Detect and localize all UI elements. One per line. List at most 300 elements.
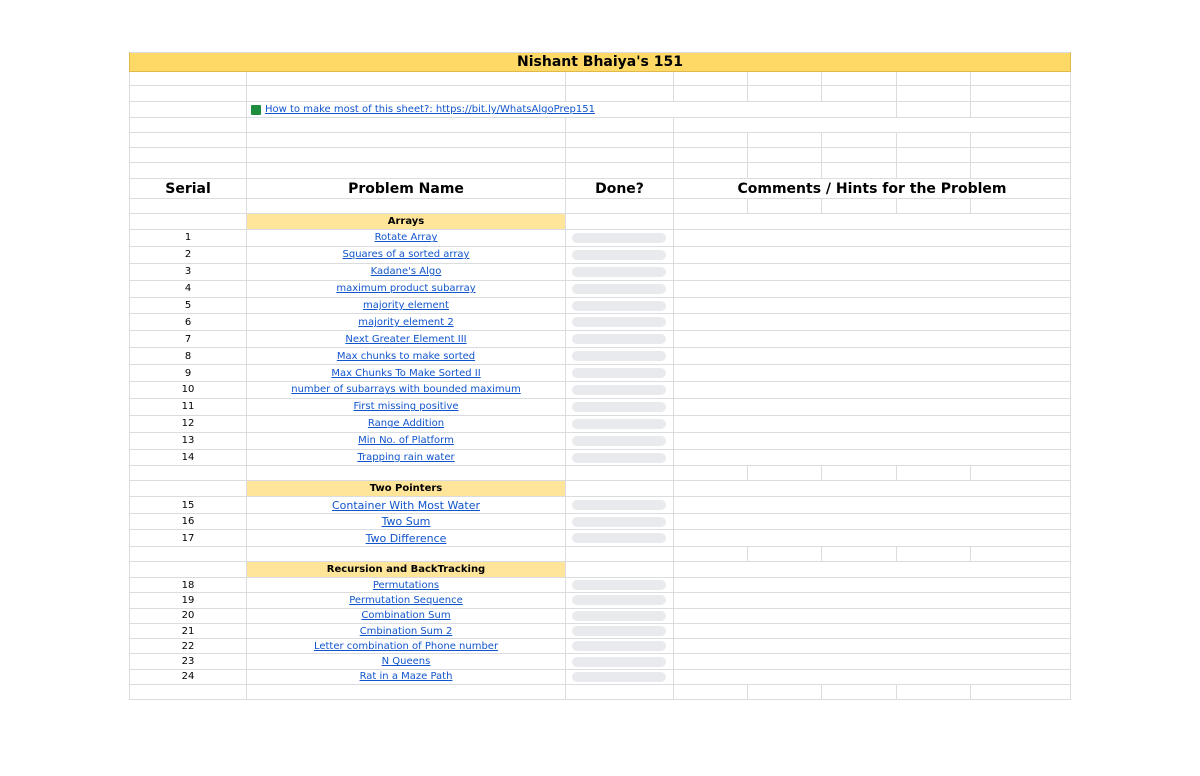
cell[interactable] xyxy=(246,562,565,577)
cell[interactable] xyxy=(129,654,246,668)
cell[interactable] xyxy=(129,281,246,297)
sheet-row xyxy=(129,247,1071,264)
problem-link[interactable]: number of subarrays with bounded maximum xyxy=(291,384,521,396)
sheet-row xyxy=(129,365,1071,382)
cell[interactable] xyxy=(896,72,970,85)
comments-cell[interactable] xyxy=(673,365,1071,381)
sheet-title: Nishant Bhaiya's 151 xyxy=(517,54,683,70)
cell[interactable] xyxy=(129,298,246,314)
cell[interactable] xyxy=(565,247,673,263)
cell[interactable] xyxy=(246,86,565,101)
cell[interactable] xyxy=(246,450,565,466)
info-link[interactable]: How to make most of this sheet?: https://bit.ly/WhatsAlgoPrep151 xyxy=(265,104,595,115)
cell[interactable] xyxy=(246,497,565,513)
cell[interactable] xyxy=(821,163,896,178)
cell[interactable] xyxy=(129,214,246,229)
sheet-row xyxy=(129,578,1071,593)
cell[interactable] xyxy=(821,685,896,699)
comments-cell[interactable] xyxy=(673,578,1071,592)
comments-cell[interactable] xyxy=(673,331,1071,347)
cell[interactable] xyxy=(970,163,1071,178)
cell[interactable] xyxy=(565,670,673,684)
cell[interactable] xyxy=(747,547,821,561)
sheet-row xyxy=(129,72,1071,86)
cell[interactable] xyxy=(673,163,747,178)
cell[interactable] xyxy=(970,547,1071,561)
comments-cell[interactable] xyxy=(673,298,1071,314)
cell[interactable] xyxy=(129,264,246,280)
header-done: Done? xyxy=(595,180,644,197)
cell[interactable] xyxy=(129,450,246,466)
cell[interactable] xyxy=(565,298,673,314)
comments-cell[interactable] xyxy=(673,497,1071,513)
cell[interactable] xyxy=(129,562,246,577)
cell[interactable] xyxy=(565,264,673,280)
done-status-dropdown[interactable] xyxy=(572,611,666,621)
cell[interactable] xyxy=(821,148,896,162)
comments-cell[interactable] xyxy=(673,450,1071,466)
cell[interactable] xyxy=(970,199,1071,213)
problem-serial: 8 xyxy=(184,350,192,362)
cell[interactable] xyxy=(747,133,821,147)
cell[interactable] xyxy=(970,148,1071,162)
cell[interactable] xyxy=(565,450,673,466)
cell[interactable] xyxy=(673,214,1071,229)
cell[interactable] xyxy=(246,298,565,314)
cell[interactable] xyxy=(246,199,565,213)
problem-link[interactable]: Range Addition xyxy=(367,418,445,430)
cell[interactable] xyxy=(970,86,1071,101)
comments-cell[interactable] xyxy=(673,230,1071,246)
problem-link[interactable]: Squares of a sorted array xyxy=(342,249,470,261)
comments-cell[interactable] xyxy=(673,382,1071,398)
problem-serial: 13 xyxy=(181,435,195,447)
done-status-dropdown[interactable] xyxy=(572,284,666,294)
problem-serial: 14 xyxy=(181,452,195,464)
cell[interactable] xyxy=(565,562,673,577)
cell[interactable] xyxy=(129,547,246,561)
problem-serial: 22 xyxy=(181,640,195,652)
problem-link[interactable]: maximum product subarray xyxy=(336,283,476,295)
cell[interactable] xyxy=(129,314,246,330)
cell[interactable] xyxy=(246,639,565,653)
done-status-dropdown[interactable] xyxy=(572,453,666,463)
spreadsheet xyxy=(129,52,1071,700)
cell[interactable] xyxy=(821,86,896,101)
done-status-dropdown[interactable] xyxy=(572,385,666,395)
done-status-dropdown[interactable] xyxy=(572,233,666,243)
cell[interactable] xyxy=(565,163,673,178)
cell[interactable] xyxy=(747,199,821,213)
cell[interactable] xyxy=(970,685,1071,699)
cell[interactable] xyxy=(821,466,896,480)
cell[interactable] xyxy=(129,72,246,85)
cell[interactable] xyxy=(246,281,565,297)
problem-link[interactable]: First missing positive xyxy=(353,401,459,413)
problem-link[interactable]: Rat in a Maze Path xyxy=(359,671,453,683)
comments-cell[interactable] xyxy=(673,624,1071,638)
done-status-dropdown[interactable] xyxy=(572,317,666,327)
sheet-row xyxy=(129,685,1071,700)
cell[interactable] xyxy=(821,199,896,213)
cell[interactable] xyxy=(246,593,565,607)
sheet-row xyxy=(129,514,1071,531)
sheet-row xyxy=(129,179,1071,199)
sheet-row xyxy=(129,102,1071,118)
sheet-row xyxy=(129,497,1071,514)
cell[interactable] xyxy=(970,133,1071,147)
cell[interactable] xyxy=(747,685,821,699)
sheet-row xyxy=(129,314,1071,331)
cell[interactable] xyxy=(246,102,896,117)
cell[interactable] xyxy=(246,314,565,330)
cell[interactable] xyxy=(565,399,673,415)
cell[interactable] xyxy=(129,481,246,496)
cell[interactable] xyxy=(565,481,673,496)
problem-link[interactable]: Permutation Sequence xyxy=(349,594,463,606)
cell[interactable] xyxy=(246,416,565,432)
problem-serial: 15 xyxy=(181,499,195,511)
cell[interactable] xyxy=(565,639,673,653)
cell[interactable] xyxy=(246,214,565,229)
cell[interactable] xyxy=(246,433,565,449)
header-serial: Serial xyxy=(165,180,211,197)
problem-link[interactable]: Max chunks to make sorted xyxy=(336,350,476,362)
cell[interactable] xyxy=(565,230,673,246)
problem-link[interactable]: Trapping rain water xyxy=(357,452,455,464)
problem-link[interactable]: Cmbination Sum 2 xyxy=(359,625,453,637)
sheet-row xyxy=(129,382,1071,399)
problem-link[interactable]: Min No. of Platform xyxy=(358,435,454,447)
cell[interactable] xyxy=(673,118,1071,132)
cell[interactable] xyxy=(129,593,246,607)
problem-serial: 6 xyxy=(184,316,192,328)
cell[interactable] xyxy=(896,102,970,117)
cell[interactable] xyxy=(246,382,565,398)
cell[interactable] xyxy=(673,547,747,561)
cell[interactable] xyxy=(129,609,246,623)
cell[interactable] xyxy=(565,72,673,85)
problem-link[interactable]: Letter combination of Phone number xyxy=(313,640,499,652)
cell[interactable] xyxy=(129,530,246,546)
cell[interactable] xyxy=(565,86,673,101)
cell[interactable] xyxy=(673,466,747,480)
cell[interactable] xyxy=(246,466,565,480)
comments-cell[interactable] xyxy=(673,433,1071,449)
problem-link[interactable]: Kadane's Algo xyxy=(370,266,442,278)
cell[interactable] xyxy=(565,685,673,699)
done-status-dropdown[interactable] xyxy=(572,351,666,361)
done-status-dropdown[interactable] xyxy=(572,641,666,651)
cell[interactable] xyxy=(896,466,970,480)
sheet-row xyxy=(129,133,1071,148)
cell[interactable] xyxy=(565,118,673,132)
cell[interactable] xyxy=(129,247,246,263)
problem-link[interactable]: Container With Most Water xyxy=(331,498,480,512)
cell[interactable] xyxy=(129,148,246,162)
problem-serial: 7 xyxy=(184,333,192,345)
cell[interactable] xyxy=(246,609,565,623)
cell[interactable] xyxy=(129,399,246,415)
done-status-dropdown[interactable] xyxy=(572,301,666,311)
cell[interactable] xyxy=(246,133,565,147)
comments-cell[interactable] xyxy=(673,654,1071,668)
cell[interactable] xyxy=(565,578,673,592)
cell[interactable] xyxy=(565,497,673,513)
sheet-row xyxy=(129,281,1071,298)
cell[interactable] xyxy=(565,416,673,432)
problem-serial: 12 xyxy=(181,418,195,430)
cell[interactable] xyxy=(821,133,896,147)
cell[interactable] xyxy=(673,133,747,147)
cell[interactable] xyxy=(129,102,246,117)
sheet-row xyxy=(129,416,1071,433)
sheet-row xyxy=(129,609,1071,624)
cell[interactable] xyxy=(565,314,673,330)
cell[interactable] xyxy=(896,163,970,178)
done-status-dropdown[interactable] xyxy=(572,672,666,682)
comments-cell[interactable] xyxy=(673,416,1071,432)
sheet-row xyxy=(129,214,1071,230)
done-status-dropdown[interactable] xyxy=(572,402,666,412)
cell[interactable] xyxy=(129,514,246,530)
cell[interactable] xyxy=(565,133,673,147)
sheet-row xyxy=(129,562,1071,578)
problem-serial: 24 xyxy=(181,671,195,683)
title-row xyxy=(129,52,1071,72)
cell[interactable] xyxy=(970,466,1071,480)
cell[interactable] xyxy=(246,331,565,347)
cell[interactable] xyxy=(246,230,565,246)
cell[interactable] xyxy=(129,639,246,653)
cell[interactable] xyxy=(246,624,565,638)
problem-serial: 10 xyxy=(181,384,195,396)
done-status-dropdown[interactable] xyxy=(572,334,666,344)
sheet-row xyxy=(129,399,1071,416)
cell[interactable] xyxy=(565,624,673,638)
sheet-row xyxy=(129,298,1071,315)
comments-cell[interactable] xyxy=(673,247,1071,263)
cell[interactable] xyxy=(673,72,747,85)
problem-link[interactable]: majority element xyxy=(363,300,449,311)
done-status-dropdown[interactable] xyxy=(572,500,666,510)
cell[interactable] xyxy=(821,72,896,85)
problem-serial: 2 xyxy=(184,249,192,261)
cell[interactable] xyxy=(246,365,565,381)
cell[interactable] xyxy=(747,163,821,178)
comments-cell[interactable] xyxy=(673,639,1071,653)
cell[interactable] xyxy=(129,163,246,178)
comments-cell[interactable] xyxy=(673,670,1071,684)
cell[interactable] xyxy=(246,670,565,684)
cell[interactable] xyxy=(129,382,246,398)
done-status-dropdown[interactable] xyxy=(572,657,666,667)
problem-serial: 21 xyxy=(181,625,195,637)
header-comments: Comments / Hints for the Problem xyxy=(737,180,1007,197)
cell[interactable] xyxy=(129,348,246,364)
cell[interactable] xyxy=(673,199,747,213)
section-header: Arrays xyxy=(387,216,425,227)
cell[interactable] xyxy=(129,433,246,449)
cell[interactable] xyxy=(129,497,246,513)
cell[interactable] xyxy=(896,547,970,561)
problem-serial: 3 xyxy=(184,266,192,278)
done-status-dropdown[interactable] xyxy=(572,368,666,378)
sheet-row xyxy=(129,593,1071,608)
done-status-dropdown[interactable] xyxy=(572,436,666,446)
sheet-row xyxy=(129,199,1071,214)
cell[interactable] xyxy=(246,530,565,546)
comments-cell[interactable] xyxy=(673,530,1071,546)
cell[interactable] xyxy=(565,331,673,347)
problem-link[interactable]: Two Difference xyxy=(365,531,447,545)
cell[interactable] xyxy=(246,179,565,198)
cell[interactable] xyxy=(129,133,246,147)
cell[interactable] xyxy=(673,148,747,162)
done-status-dropdown[interactable] xyxy=(572,580,666,590)
cell[interactable] xyxy=(565,148,673,162)
cell[interactable] xyxy=(565,214,673,229)
cell[interactable] xyxy=(129,331,246,347)
comments-cell[interactable] xyxy=(673,593,1071,607)
comments-cell[interactable] xyxy=(673,264,1071,280)
cell[interactable] xyxy=(565,348,673,364)
cell[interactable] xyxy=(747,466,821,480)
cell[interactable] xyxy=(129,416,246,432)
cell[interactable] xyxy=(129,624,246,638)
problem-link[interactable]: Rotate Array xyxy=(374,232,438,244)
cell[interactable] xyxy=(970,102,1071,117)
sheet-row xyxy=(129,670,1071,685)
problem-link[interactable]: majority element 2 xyxy=(358,316,454,328)
cell[interactable] xyxy=(246,118,565,132)
problem-serial: 4 xyxy=(184,283,192,295)
sheet-row xyxy=(129,481,1071,497)
cell[interactable] xyxy=(673,179,1071,198)
cell[interactable] xyxy=(673,562,1071,577)
sheet-row xyxy=(129,86,1071,102)
cell[interactable] xyxy=(246,481,565,496)
cell[interactable] xyxy=(673,685,747,699)
done-status-dropdown[interactable] xyxy=(572,533,666,543)
cell[interactable] xyxy=(129,179,246,198)
comments-cell[interactable] xyxy=(673,514,1071,530)
cell[interactable] xyxy=(747,72,821,85)
problem-link[interactable]: Combination Sum xyxy=(361,610,451,622)
cell[interactable] xyxy=(246,547,565,561)
cell[interactable] xyxy=(673,86,747,101)
cell[interactable] xyxy=(673,481,1071,496)
comments-cell[interactable] xyxy=(673,348,1071,364)
cell[interactable] xyxy=(565,609,673,623)
sheet-row xyxy=(129,547,1071,562)
cell[interactable] xyxy=(565,593,673,607)
cell[interactable] xyxy=(970,72,1071,85)
comments-cell[interactable] xyxy=(673,399,1071,415)
cell[interactable] xyxy=(129,578,246,592)
cell[interactable] xyxy=(565,179,673,198)
cell[interactable] xyxy=(896,133,970,147)
sheet-row xyxy=(129,118,1071,133)
cell[interactable] xyxy=(246,348,565,364)
cell[interactable] xyxy=(246,399,565,415)
problem-link[interactable]: Next Greater Element III xyxy=(345,333,467,345)
sheet-row xyxy=(129,163,1071,179)
cell[interactable] xyxy=(565,382,673,398)
section-header: Recursion and BackTracking xyxy=(326,563,486,575)
problem-serial: 1 xyxy=(184,232,192,244)
done-status-dropdown[interactable] xyxy=(572,517,666,527)
cell[interactable] xyxy=(747,148,821,162)
sheet-row xyxy=(129,530,1071,547)
cell[interactable] xyxy=(747,86,821,101)
comments-cell[interactable] xyxy=(673,314,1071,330)
problem-link[interactable]: Two Sum xyxy=(381,515,431,529)
cell[interactable] xyxy=(821,547,896,561)
cell[interactable] xyxy=(129,86,246,101)
comments-cell[interactable] xyxy=(673,281,1071,297)
problem-link[interactable]: Permutations xyxy=(372,579,440,591)
cell[interactable] xyxy=(565,365,673,381)
done-status-dropdown[interactable] xyxy=(572,267,666,277)
problem-serial: 5 xyxy=(184,300,192,311)
cell[interactable] xyxy=(565,199,673,213)
problem-link[interactable]: Max Chunks To Make Sorted II xyxy=(331,367,481,379)
problem-serial: 11 xyxy=(181,401,195,413)
cell[interactable] xyxy=(129,199,246,213)
cell[interactable] xyxy=(129,685,246,699)
cell[interactable] xyxy=(565,654,673,668)
cell[interactable] xyxy=(129,230,246,246)
cell[interactable] xyxy=(896,685,970,699)
cell[interactable] xyxy=(246,163,565,178)
cell[interactable] xyxy=(565,514,673,530)
sheet-row xyxy=(129,331,1071,348)
cell[interactable] xyxy=(565,281,673,297)
cell[interactable] xyxy=(129,118,246,132)
cell[interactable] xyxy=(129,365,246,381)
cell[interactable] xyxy=(565,466,673,480)
cell[interactable] xyxy=(246,264,565,280)
cell[interactable] xyxy=(896,148,970,162)
sheet-row xyxy=(129,433,1071,450)
cell[interactable] xyxy=(896,199,970,213)
cell[interactable] xyxy=(565,530,673,546)
problem-serial: 18 xyxy=(181,579,195,591)
done-status-dropdown[interactable] xyxy=(572,595,666,605)
done-status-dropdown[interactable] xyxy=(572,626,666,636)
problem-link[interactable]: N Queens xyxy=(381,656,431,668)
sheet-row xyxy=(129,230,1071,247)
sheet-row xyxy=(129,654,1071,669)
cell[interactable] xyxy=(896,86,970,101)
cell[interactable] xyxy=(129,466,246,480)
cell[interactable] xyxy=(565,433,673,449)
problem-serial: 16 xyxy=(181,516,195,528)
cell[interactable] xyxy=(246,685,565,699)
cell[interactable] xyxy=(246,514,565,530)
cell[interactable] xyxy=(129,670,246,684)
comments-cell[interactable] xyxy=(673,609,1071,623)
cell[interactable] xyxy=(246,148,565,162)
cell[interactable] xyxy=(565,547,673,561)
cell[interactable] xyxy=(246,72,565,85)
cell[interactable] xyxy=(246,654,565,668)
done-status-dropdown[interactable] xyxy=(572,419,666,429)
cell[interactable] xyxy=(246,247,565,263)
done-status-dropdown[interactable] xyxy=(572,250,666,260)
cell[interactable] xyxy=(246,578,565,592)
